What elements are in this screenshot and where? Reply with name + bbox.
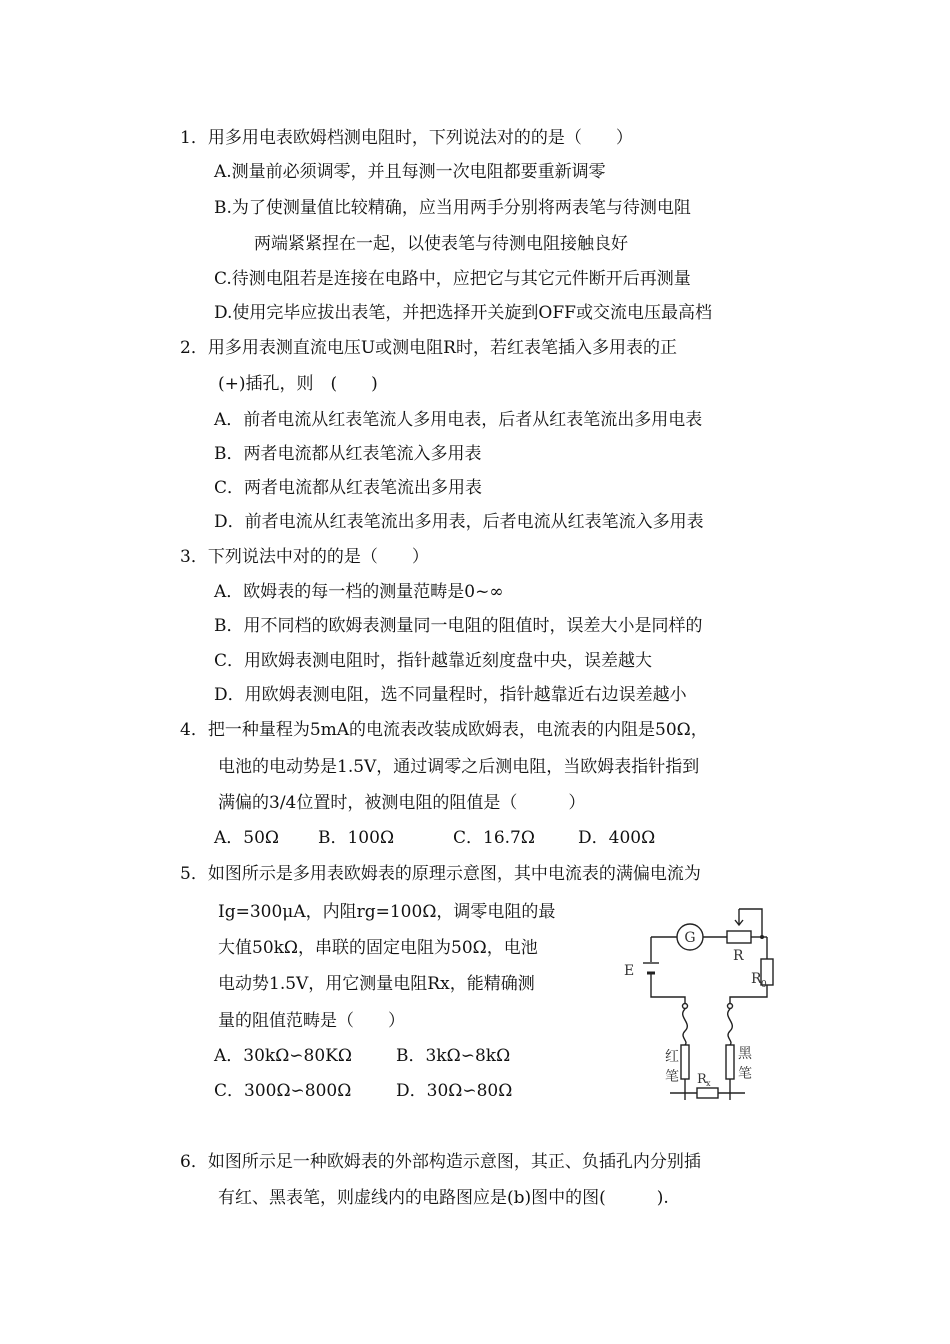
question-5-option-b: B．3kΩ∽8kΩ xyxy=(396,1046,511,1066)
question-5-stem-cont-2: 大值50kΩ，串联的固定电阻为50Ω，电池 xyxy=(218,938,538,958)
red-probe-cord xyxy=(683,1009,688,1045)
question-1-option-c: C.待测电阻若是连接在电路中，应把它与其它元件断开后再测量 xyxy=(214,269,691,289)
black-probe-label-1: 黑 xyxy=(738,1046,752,1062)
red-terminal xyxy=(683,1004,688,1009)
fixed-resistor-label: R xyxy=(751,971,762,987)
question-2-stem-cont: (+)插孔，则 ( ) xyxy=(218,374,378,394)
question-3-option-a: A．欧姆表的每一档的测量范畴是0~∞ xyxy=(214,582,504,602)
question-4-option-d: D．400Ω xyxy=(578,828,656,848)
question-1-option-b: B.为了使测量值比较精确，应当用两手分别将两表笔与待测电阻 xyxy=(214,198,691,218)
question-2-option-b: B．两者电流都从红表笔流入多用表 xyxy=(214,444,482,464)
question-3-option-b: B．用不同档的欧姆表测量同一电阻的阻值时，误差大小是同样的 xyxy=(214,616,703,636)
question-2-option-c: C．两者电流都从红表笔流出多用表 xyxy=(214,478,483,498)
rheostat-symbol xyxy=(727,931,751,943)
red-probe-symbol xyxy=(681,1045,689,1079)
question-6-stem-cont: 有红、黑表笔，则虚线内的电路图应是(b)图中的图( ). xyxy=(218,1188,669,1208)
question-2-option-d: D．前者电流从红表笔流出多用表，后者电流从红表笔流入多用表 xyxy=(214,512,704,532)
question-4-option-b: B．100Ω xyxy=(318,828,395,848)
ohmmeter-circuit-diagram xyxy=(615,895,815,1115)
black-probe-cord xyxy=(728,1009,733,1045)
wire-left-lower xyxy=(651,974,685,1004)
question-5-stem-cont-3: 电动势1.5V，用它测量电阻Rx，能精确测 xyxy=(218,974,535,994)
question-5-option-d: D．30Ω∽80Ω xyxy=(396,1081,513,1101)
question-3-stem: 3．下列说法中对的的是（ ） xyxy=(180,547,429,567)
question-4-stem-cont-1: 电池的电动势是1.5V，通过调零之后测电阻，当欧姆表指针指到 xyxy=(218,757,700,777)
question-4-stem: 4．把一种量程为5mA的电流表改装成欧姆表，电流表的内阻是50Ω， xyxy=(180,720,708,740)
question-5-option-a: A．30kΩ∽80KΩ xyxy=(214,1046,352,1066)
black-terminal xyxy=(728,1004,733,1009)
battery-label: E xyxy=(624,963,635,979)
question-4-stem-cont-2: 满偏的3/4位置时，被测电阻的阻值是（ ） xyxy=(218,793,586,813)
question-5-stem-cont-4: 量的阻值范畴是（ ） xyxy=(218,1011,405,1031)
question-2-stem: 2．用多用表测直流电压U或测电阻R时，若红表笔插入多用表的正 xyxy=(180,338,677,358)
galvanometer-label: G xyxy=(684,930,696,946)
question-4-option-a: A．50Ω xyxy=(214,828,280,848)
rx-resistor-symbol xyxy=(697,1088,718,1098)
fixed-resistor-subscript: 0 xyxy=(761,980,767,990)
question-2-option-a: A．前者电流从红表笔流人多用电表，后者从红表笔流出多用电表 xyxy=(214,410,703,430)
question-6-stem: 6．如图所示足一种欧姆表的外部构造示意图，其正、负插孔内分别插 xyxy=(180,1152,701,1172)
rx-subscript: x xyxy=(706,1079,711,1088)
question-1-option-a: A.测量前必须调零，并且每测一次电阻都要重新调零 xyxy=(214,162,606,182)
question-3-option-d: D．用欧姆表测电阻，选不同量程时，指针越靠近右边误差越小 xyxy=(214,685,687,705)
red-probe-label-1: 红 xyxy=(665,1049,679,1065)
question-4-option-c: C．16.7Ω xyxy=(453,828,535,848)
question-1-option-d: D.使用完毕应拔出表笔，并把选择开关旋到OFF或交流电压最高档 xyxy=(214,303,712,323)
question-3-option-c: C．用欧姆表测电阻时，指针越靠近刻度盘中央，误差越大 xyxy=(214,651,653,671)
black-probe-symbol xyxy=(726,1045,734,1079)
question-1-option-b-cont: 两端紧紧捏在一起，以使表笔与待测电阻接触良好 xyxy=(254,234,628,254)
red-probe-label-2: 笔 xyxy=(665,1069,679,1085)
rx-label: R xyxy=(697,1072,707,1087)
question-5-stem: 5．如图所示是多用表欧姆表的原理示意图，其中电流表的满偏电流为 xyxy=(180,864,701,884)
question-5-option-c: C．300Ω∽800Ω xyxy=(214,1081,352,1101)
black-probe-label-2: 笔 xyxy=(738,1066,752,1082)
junction-dot xyxy=(760,935,764,939)
question-5-stem-cont-1: Ig=300μA，内阻rg=100Ω，调零电阻的最 xyxy=(218,902,556,922)
rheostat-label: R xyxy=(733,948,744,964)
question-1-stem: 1．用多用电表欧姆档测电阻时，下列说法对的的是（ ） xyxy=(180,128,633,148)
